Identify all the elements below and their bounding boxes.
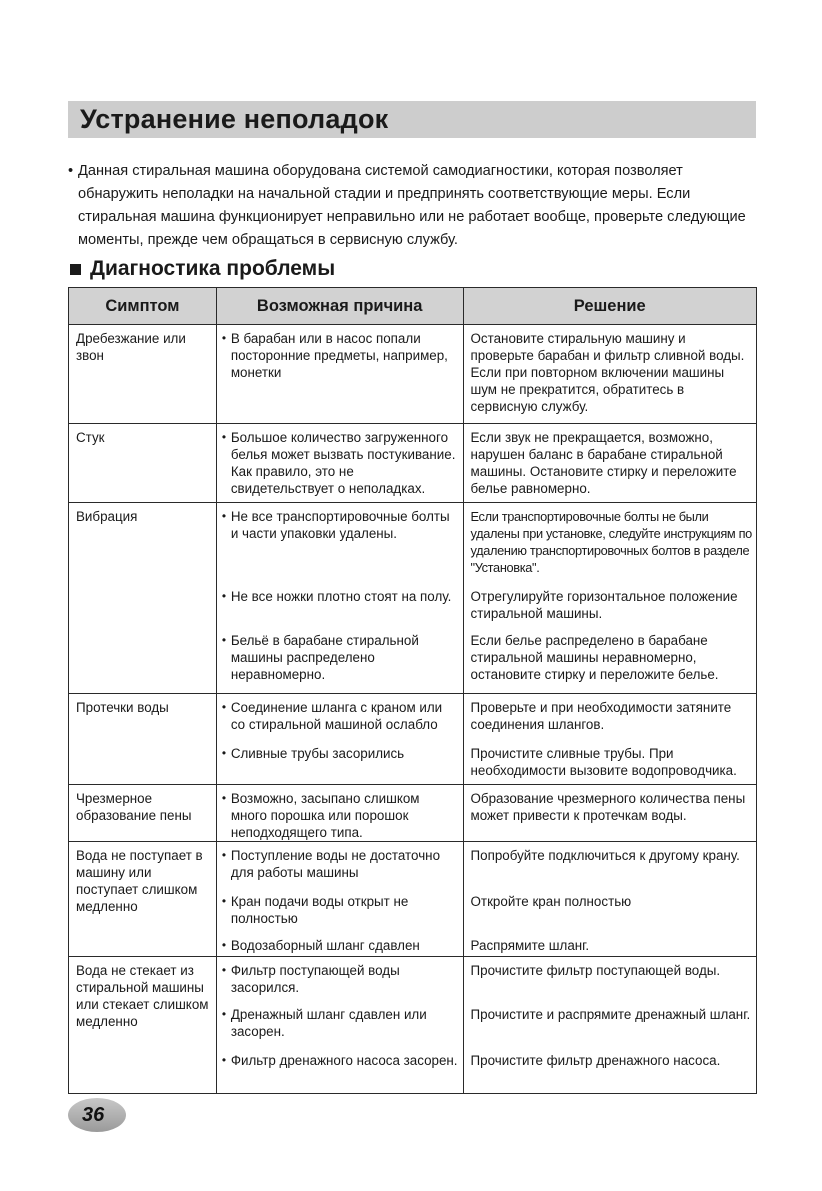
solution-text: Откройте кран полностью	[470, 894, 632, 909]
symptom-cell: Стук	[69, 424, 217, 503]
solution-cell	[463, 325, 756, 424]
symptom-cell: Чрезмерное образование пены	[69, 785, 217, 842]
bullet-icon: •	[221, 430, 227, 444]
solution-cell	[463, 785, 756, 842]
symptom-cell: Вода не стекает из стиральной машины или стекает слишком медленно	[69, 957, 217, 1094]
table-row	[69, 842, 757, 957]
section-heading	[68, 257, 335, 281]
cause-line	[222, 429, 459, 497]
table-row	[69, 694, 757, 785]
bullet-icon: •	[221, 589, 227, 603]
symptom-cell: Вибрация	[69, 503, 217, 694]
cause-line	[222, 330, 459, 381]
cause-item	[217, 424, 463, 502]
cause-cell	[216, 842, 463, 957]
bullet-icon: •	[221, 894, 227, 908]
cause-line	[222, 699, 459, 733]
header-symptom: Симптом	[69, 288, 217, 325]
solution-item	[464, 842, 756, 888]
header-solution: Решение	[463, 288, 756, 325]
solution-item	[464, 888, 756, 932]
cause-line	[222, 847, 459, 881]
cause-text: Соединение шланга с краном или со стиральной машиной ослабло	[230, 700, 443, 732]
page-number: 36	[82, 1104, 105, 1126]
cause-text: Кран подачи воды открыт не полностью	[230, 894, 409, 926]
cause-item	[217, 888, 463, 932]
cause-line	[222, 508, 459, 542]
cause-item	[217, 325, 463, 423]
solution-item	[464, 1001, 756, 1047]
cause-cell	[216, 957, 463, 1094]
solution-item	[464, 957, 756, 1001]
table-row	[69, 503, 757, 694]
cause-line	[222, 588, 459, 605]
page-title: Устранение неполадок	[80, 104, 389, 134]
title-bar	[68, 101, 756, 138]
table-body	[69, 325, 757, 1094]
cause-text: Сливные трубы засорились	[230, 746, 405, 761]
bullet-icon: •	[221, 746, 227, 760]
solution-text: Прочистите фильтр поступающей воды.	[470, 963, 721, 978]
solution-item	[464, 424, 756, 502]
cause-item	[217, 842, 463, 888]
symptom-cell: Протечки воды	[69, 694, 217, 785]
solution-text: Если белье распределено в барабане стиральной машины неравномерно, остановите стирку и переложите белье.	[470, 633, 719, 682]
bullet-icon: •	[221, 938, 227, 952]
header-cause: Возможная причина	[216, 288, 463, 325]
solution-item	[464, 740, 756, 784]
symptom-cell: Дребезжание или звон	[69, 325, 217, 424]
bullet-icon: •	[221, 331, 227, 345]
cause-text: Не все ножки плотно стоят на полу.	[230, 589, 452, 604]
symptom-cell: Вода не поступает в машину или поступает слишком медленно	[69, 842, 217, 957]
cause-line	[222, 893, 459, 927]
solution-item	[464, 932, 756, 956]
solution-text: Проверьте и при необходимости затяните соединения шлангов.	[470, 700, 732, 732]
cause-cell	[216, 424, 463, 503]
bullet-icon: •	[221, 700, 227, 714]
cause-cell	[216, 503, 463, 694]
cause-line	[222, 1006, 459, 1040]
solution-item	[464, 785, 756, 841]
solution-item	[464, 1047, 756, 1093]
table-header-row	[69, 288, 757, 325]
cause-text: Большое количество загруженного белья может вызвать постукивание. Как правило, это не свидетельствует о неполадках.	[230, 430, 456, 496]
solution-text: Прочистите и распрямите дренажный шланг.	[470, 1007, 751, 1022]
solution-text: Если транспортировочные болты не были удалены при установке, следуйте инструкциям по удалению транспортировочных болтов в разделе "Установка".	[470, 509, 752, 575]
solution-text: Распрямите шланг.	[470, 938, 590, 953]
solution-item	[464, 583, 756, 627]
bullet-icon: •	[221, 848, 227, 862]
solution-text: Прочистите сливные трубы. При необходимости вызовите водопроводчика.	[470, 746, 737, 778]
cause-text: Дренажный шланг сдавлен или засорен.	[230, 1007, 427, 1039]
cause-item	[217, 503, 463, 583]
cause-line	[222, 937, 459, 954]
intro-paragraph	[68, 160, 758, 252]
solution-text: Если звук не прекращается, возможно, нарушен баланс в барабане стиральной машины. Остановите стирку и переложите белье равномерно.	[470, 430, 737, 496]
solution-item	[464, 627, 756, 693]
intro-text: Данная стиральная машина оборудована системой самодиагностики, которая позволяет обнаружить неполадки на начальной стадии и предпринять соответствующие меры. Если стиральная машина функционирует неправильно или не работает вообще, проверьте следующие моменты, прежде чем обращаться в сервисную службу.	[78, 163, 746, 248]
solution-cell	[463, 957, 756, 1094]
solution-text: Прочистите фильтр дренажного насоса.	[470, 1053, 721, 1068]
table-row	[69, 424, 757, 503]
bullet-icon: •	[221, 963, 227, 977]
solution-cell	[463, 842, 756, 957]
cause-item	[217, 1047, 463, 1093]
cause-line	[222, 962, 459, 996]
diagnostics-table	[68, 287, 757, 1094]
table-row	[69, 957, 757, 1094]
cause-item	[217, 740, 463, 784]
cause-text: Водозаборный шланг сдавлен	[230, 938, 420, 953]
bullet-icon: •	[221, 633, 227, 647]
solution-text: Остановите стиральную машину и проверьте барабан и фильтр сливной воды. Если при повторном включении машины шум не прекратится, обратитесь в сервисную службу.	[470, 331, 745, 414]
cause-text: Поступление воды не достаточно для работы машины	[230, 848, 441, 880]
square-bullet-icon	[70, 264, 81, 275]
cause-item	[217, 694, 463, 740]
solution-text: Отрегулируйте горизонтальное положение стиральной машины.	[470, 589, 738, 621]
cause-text: Фильтр поступающей воды засорился.	[230, 963, 400, 995]
section-title: Диагностика проблемы	[90, 257, 336, 280]
solution-cell	[463, 694, 756, 785]
cause-line	[222, 632, 459, 683]
cause-text: В барабан или в насос попали посторонние предметы, например, монетки	[230, 331, 448, 380]
cause-line	[222, 745, 459, 762]
cause-item	[217, 957, 463, 1001]
cause-text: Не все транспортировочные болты и части упаковки удалены.	[230, 509, 450, 541]
solution-item	[464, 694, 756, 740]
cause-text: Фильтр дренажного насоса засорен.	[230, 1053, 458, 1068]
solution-item	[464, 325, 756, 423]
cause-cell	[216, 325, 463, 424]
cause-line	[222, 1052, 459, 1069]
cause-item	[217, 1001, 463, 1047]
solution-item	[464, 503, 756, 583]
solution-cell	[463, 503, 756, 694]
solution-cell	[463, 424, 756, 503]
cause-cell	[216, 785, 463, 842]
cause-cell	[216, 694, 463, 785]
page-number-badge	[68, 1098, 126, 1132]
cause-text: Бельё в барабане стиральной машины распределено неравномерно.	[230, 633, 419, 682]
cause-item	[217, 932, 463, 956]
cause-text: Возможно, засыпано слишком много порошка или порошок неподходящего типа.	[230, 791, 420, 840]
table-row	[69, 785, 757, 842]
solution-text: Образование чрезмерного количества пены может привести к протечкам воды.	[470, 791, 746, 823]
cause-item	[217, 785, 463, 841]
cause-item	[217, 627, 463, 693]
table-row	[69, 325, 757, 424]
cause-item	[217, 583, 463, 627]
bullet-icon: •	[221, 1007, 227, 1021]
bullet-icon: •	[221, 509, 227, 523]
intro-bullet: •	[68, 163, 74, 179]
cause-line	[222, 790, 459, 841]
bullet-icon: •	[221, 791, 227, 805]
solution-text: Попробуйте подключиться к другому крану.	[470, 848, 740, 863]
bullet-icon: •	[221, 1053, 227, 1067]
